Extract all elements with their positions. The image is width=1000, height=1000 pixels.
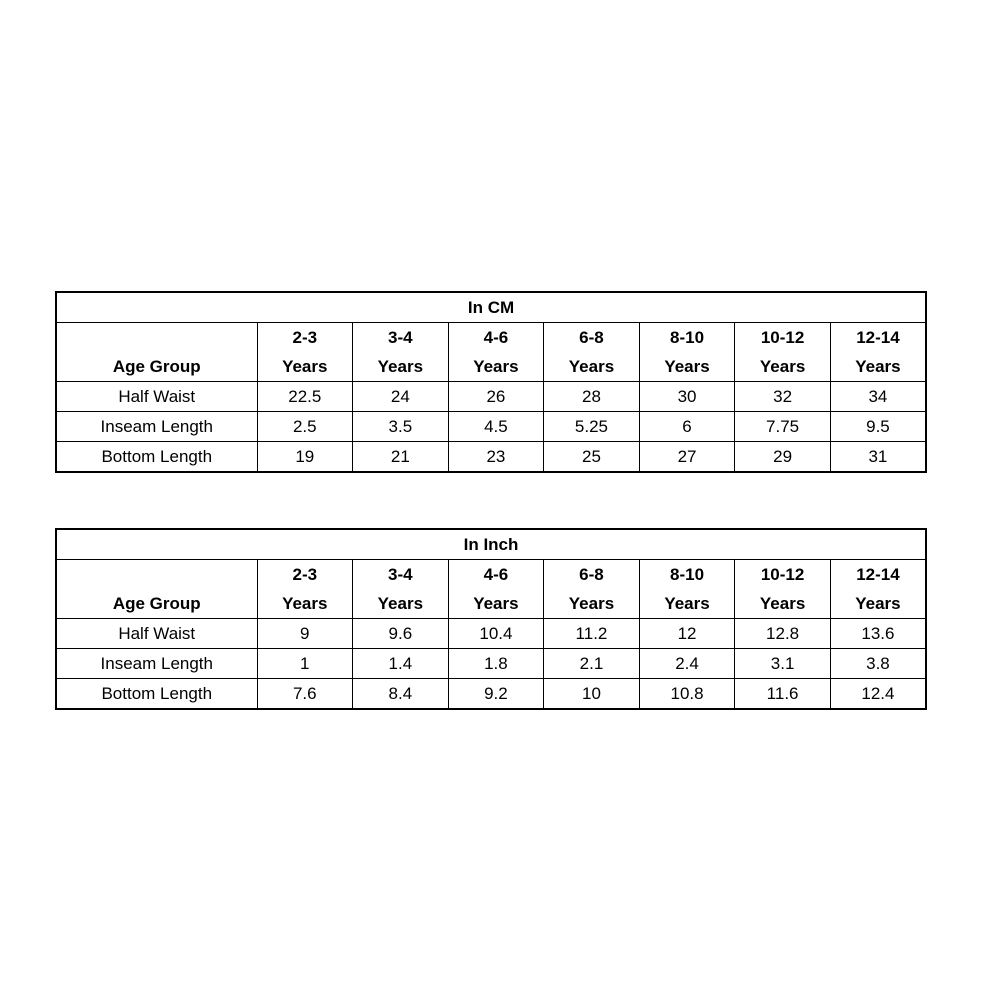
size-range: 4-6 <box>483 565 509 584</box>
table-cell: 8.4 <box>353 679 449 710</box>
row-label: Bottom Length <box>56 679 257 710</box>
table-cell: 3.8 <box>830 649 926 679</box>
table-cell: 9.2 <box>448 679 544 710</box>
age-group-header: Age Group <box>56 323 257 382</box>
table-cell: 3.1 <box>735 649 831 679</box>
size-unit: Years <box>664 594 710 613</box>
size-range: 12-14 <box>856 328 900 347</box>
size-unit: Years <box>377 594 424 613</box>
size-range: 8-10 <box>670 328 705 347</box>
size-unit: Years <box>759 594 806 613</box>
table-cell: 4.5 <box>448 412 544 442</box>
size-range: 6-8 <box>579 565 604 584</box>
table-cell: 9.5 <box>830 412 926 442</box>
table-cell: 23 <box>448 442 544 473</box>
table-cell: 29 <box>735 442 831 473</box>
size-header <box>639 323 735 382</box>
size-header <box>830 560 926 619</box>
table-cell: 25 <box>544 442 640 473</box>
table-row <box>56 619 926 649</box>
size-unit: Years <box>855 357 901 376</box>
table-cell: 1 <box>257 649 353 679</box>
table-cell: 10.4 <box>448 619 544 649</box>
table-cell: 1.4 <box>353 649 449 679</box>
size-range: 10-12 <box>760 565 805 584</box>
row-label: Half Waist <box>56 382 257 412</box>
table-cell: 6 <box>639 412 735 442</box>
table-header-row <box>56 560 926 619</box>
size-header <box>257 560 353 619</box>
size-unit: Years <box>377 357 424 376</box>
table-cell: 2.5 <box>257 412 353 442</box>
table-cell: 2.4 <box>639 649 735 679</box>
table-cell: 11.2 <box>544 619 640 649</box>
table-cell: 28 <box>544 382 640 412</box>
table-cell: 22.5 <box>257 382 353 412</box>
table-cell: 24 <box>353 382 449 412</box>
table-row <box>56 442 926 473</box>
size-range: 4-6 <box>483 328 509 347</box>
size-chart-inch-table <box>55 528 927 710</box>
table-cell: 12 <box>639 619 735 649</box>
table-cell: 34 <box>830 382 926 412</box>
size-range: 8-10 <box>670 565 705 584</box>
table-cell: 26 <box>448 382 544 412</box>
size-range: 12-14 <box>856 565 900 584</box>
size-header <box>830 323 926 382</box>
table-cell: 27 <box>639 442 735 473</box>
size-chart-cm-table <box>55 291 927 473</box>
table-cell: 31 <box>830 442 926 473</box>
size-unit: Years <box>664 357 710 376</box>
table-cell: 11.6 <box>735 679 831 710</box>
size-header <box>353 323 449 382</box>
table-cell: 30 <box>639 382 735 412</box>
table-cell: 10.8 <box>639 679 735 710</box>
table-cell: 7.6 <box>257 679 353 710</box>
size-header <box>639 560 735 619</box>
size-unit: Years <box>282 357 328 376</box>
size-header <box>544 560 640 619</box>
size-range: 3-4 <box>388 565 413 584</box>
size-header <box>353 560 449 619</box>
table-cell: 10 <box>544 679 640 710</box>
table-row <box>56 679 926 710</box>
table-cell: 12.4 <box>830 679 926 710</box>
size-unit: Years <box>855 594 901 613</box>
table-cell: 5.25 <box>544 412 640 442</box>
table-cell: 7.75 <box>735 412 831 442</box>
table-title: In Inch <box>56 529 926 560</box>
table-header-row <box>56 323 926 382</box>
table-cell: 19 <box>257 442 353 473</box>
size-range: 3-4 <box>388 328 413 347</box>
row-label: Inseam Length <box>56 649 257 679</box>
table-cell: 1.8 <box>448 649 544 679</box>
size-range: 6-8 <box>579 328 604 347</box>
table-cell: 13.6 <box>830 619 926 649</box>
size-header <box>735 323 831 382</box>
size-unit: Years <box>282 594 328 613</box>
size-unit: Years <box>759 357 806 376</box>
size-unit: Years <box>568 357 615 376</box>
table-row <box>56 412 926 442</box>
table-cell: 32 <box>735 382 831 412</box>
size-unit: Years <box>473 594 519 613</box>
size-unit: Years <box>568 594 615 613</box>
table-title-row <box>56 529 926 560</box>
table-cell: 2.1 <box>544 649 640 679</box>
row-label: Half Waist <box>56 619 257 649</box>
table-cell: 12.8 <box>735 619 831 649</box>
size-header <box>735 560 831 619</box>
row-label: Inseam Length <box>56 412 257 442</box>
table-cell: 21 <box>353 442 449 473</box>
table-cell: 9 <box>257 619 353 649</box>
table-cell: 3.5 <box>353 412 449 442</box>
table-row <box>56 382 926 412</box>
table-title: In CM <box>56 292 926 323</box>
size-unit: Years <box>473 357 519 376</box>
size-header <box>448 323 544 382</box>
size-header <box>257 323 353 382</box>
row-label: Bottom Length <box>56 442 257 473</box>
size-range: 10-12 <box>760 328 805 347</box>
table-title-row <box>56 292 926 323</box>
size-header <box>448 560 544 619</box>
size-header <box>544 323 640 382</box>
size-range: 2-3 <box>292 328 318 347</box>
table-cell: 9.6 <box>353 619 449 649</box>
table-row <box>56 649 926 679</box>
age-group-header: Age Group <box>56 560 257 619</box>
size-range: 2-3 <box>292 565 318 584</box>
